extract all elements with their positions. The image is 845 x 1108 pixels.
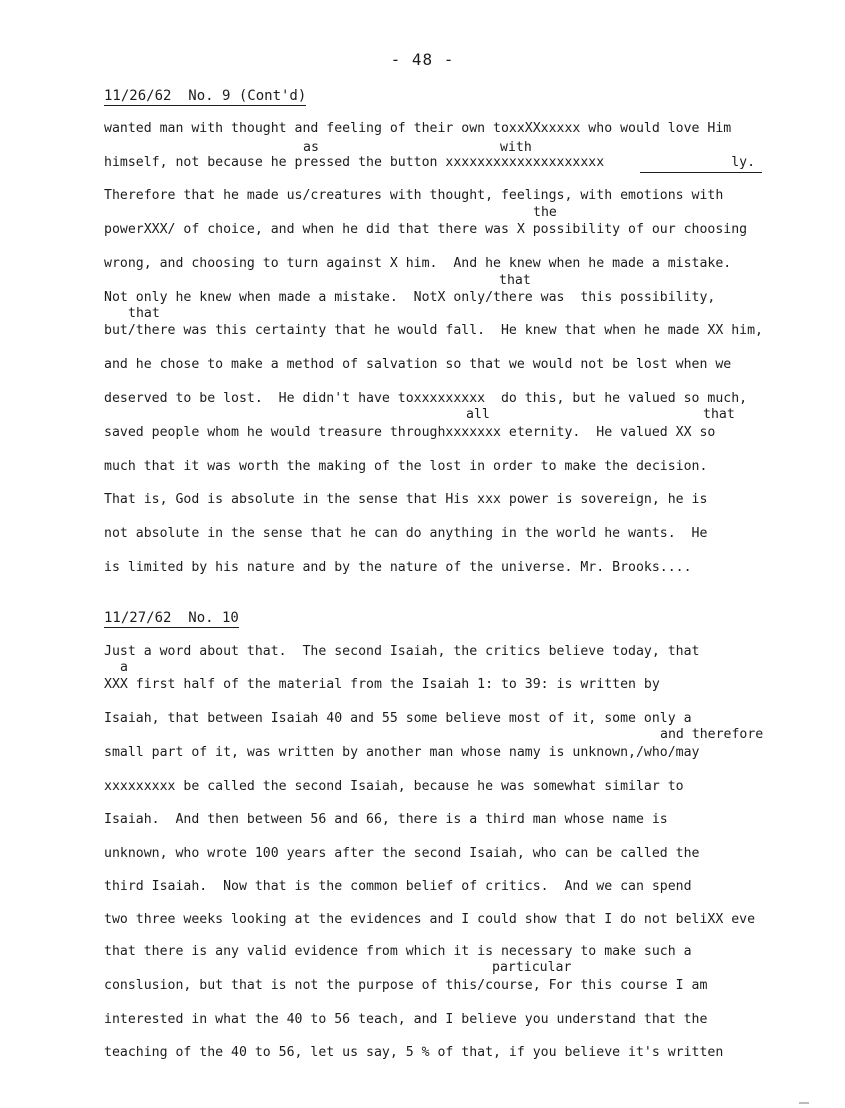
text-line: small part of it, was written by another man whose namy is unknown,/who/may [104, 745, 700, 760]
text-line: two three weeks looking at the evidences and I could show that I do not beliXX eve [104, 912, 756, 927]
text-line: third Isaiah. Now that is the common belief of critics. And we can spend [104, 879, 692, 894]
interlinear-insertion: the [533, 205, 557, 220]
text-line: saved people whom he would treasure throughxxxxxxx eternity. He valued XX so [104, 425, 716, 440]
corner-mark [799, 1102, 809, 1104]
text-line: conslusion, but that is not the purpose of this/course, For this course I am [104, 978, 708, 993]
text-line: Just a word about that. The second Isaiah, the critics believe today, that [104, 644, 700, 659]
interlinear-insertion: and therefore [660, 727, 764, 742]
page-number: - 48 - [390, 50, 455, 69]
text-line: deserved to be lost. He didn't have toxxxxxxxxx do this, but he valued so much, [104, 391, 748, 406]
text-line: Therefore that he made us/creatures with thought, feelings, with emotions with [104, 188, 724, 203]
text-line: is limited by his nature and by the nature of the universe. Mr. Brooks.... [104, 560, 692, 575]
text-line: Not only he knew when made a mistake. NotX only/there was this possibility, [104, 290, 716, 305]
text-line: but/there was this certainty that he would fall. He knew that when he made XX him, [104, 323, 763, 338]
entry-heading: 11/26/62 No. 9 (Cont'd) [104, 88, 307, 104]
text-line: teaching of the 40 to 56, let us say, 5 % of that, if you believe it's written [104, 1045, 724, 1060]
interlinear-insertion: that [499, 273, 531, 288]
interlinear-insertion: all [466, 407, 490, 422]
blank-underline [640, 172, 762, 173]
text-line: Isaiah, that between Isaiah 40 and 55 some believe most of it, some only a [104, 711, 692, 726]
text-line: wanted man with thought and feeling of their own toxxXXxxxxx who would love Him [104, 121, 732, 136]
interlinear-insertion: with [500, 140, 532, 155]
text-line: not absolute in the sense that he can do anything in the world he wants. He [104, 526, 708, 541]
interlinear-insertion: as [303, 140, 319, 155]
text-line: Isaiah. And then between 56 and 66, there is a third man whose name is [104, 812, 668, 827]
text-line: and he chose to make a method of salvation so that we would not be lost when we [104, 357, 732, 372]
interlinear-insertion: a [120, 660, 128, 675]
text-line: wrong, and choosing to turn against X him. And he knew when he made a mistake. [104, 256, 732, 271]
text-line: That is, God is absolute in the sense that His xxx power is sovereign, he is [104, 492, 708, 507]
interlinear-insertion: particular [492, 960, 572, 975]
text-line: xxxxxxxxx be called the second Isaiah, because he was somewhat similar to [104, 779, 684, 794]
interlinear-insertion: that [128, 306, 160, 321]
text-line: much that it was worth the making of the lost in order to make the decision. [104, 459, 708, 474]
text-line: XXX first half of the material from the Isaiah 1: to 39: is written by [104, 677, 660, 692]
text-line: unknown, who wrote 100 years after the second Isaiah, who can be called the [104, 846, 700, 861]
text-line: interested in what the 40 to 56 teach, and I believe you understand that the [104, 1012, 708, 1027]
entry-heading: 11/27/62 No. 10 [104, 610, 239, 626]
interlinear-insertion: that [703, 407, 735, 422]
text-line: that there is any valid evidence from which it is necessary to make such a [104, 944, 692, 959]
text-line: powerXXX/ of choice, and when he did that there was X possibility of our choosing [104, 222, 748, 237]
text-line: himself, not because he pressed the button xxxxxxxxxxxxxxxxxxxx ly. [104, 155, 756, 170]
